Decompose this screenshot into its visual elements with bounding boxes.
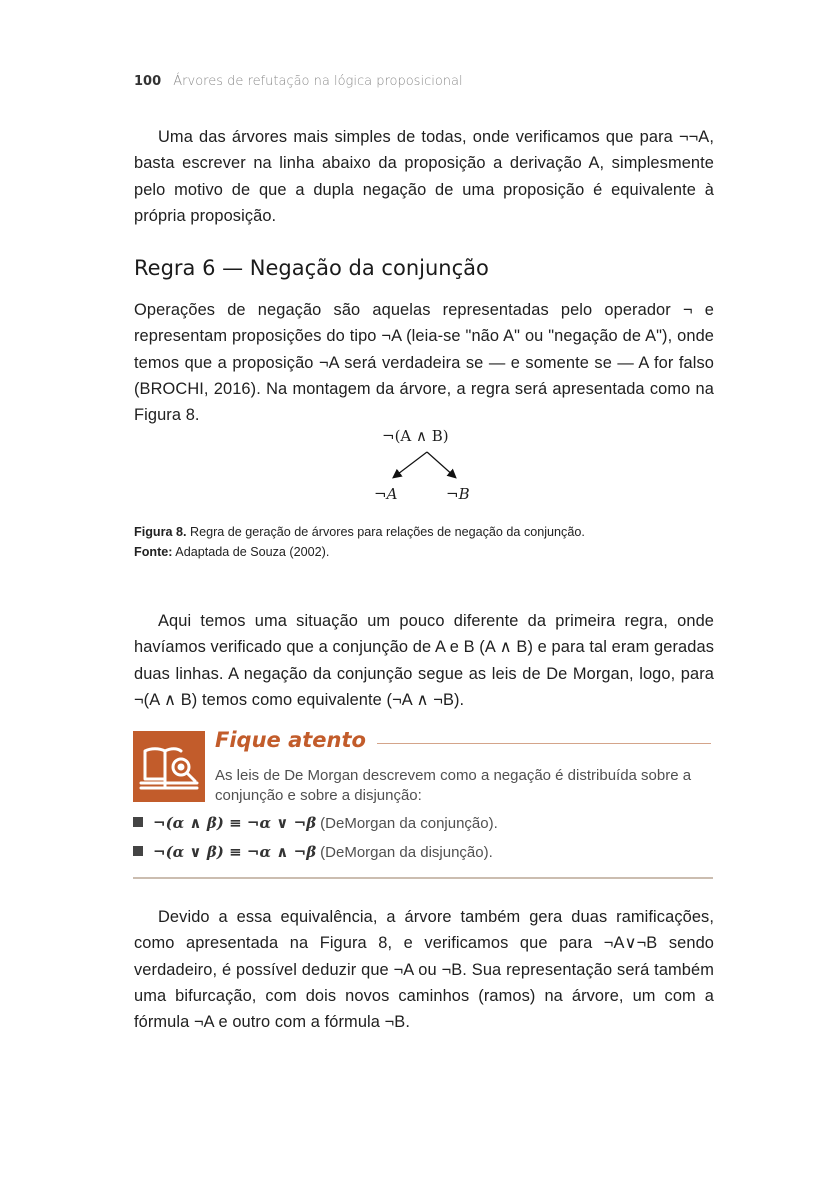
page-header [134, 74, 463, 89]
tree-right-node: ¬B [446, 485, 470, 503]
formula-note: (DeMorgan da disjunção). [320, 844, 493, 861]
caption-text: Regra de geração de árvores para relações de negação da conjunção. [186, 525, 585, 539]
paragraph-intro: Uma das árvores mais simples de todas, onde verificamos que para ¬¬A, basta escrever na linha abaixo da proposição a derivação A, simplesmente pelo motivo de que a dupla negação de uma proposição é equivalente à própria proposição. [134, 128, 714, 225]
figure-tree-diagram [360, 425, 500, 510]
paragraph-negation: Operações de negação são aquelas representadas pelo operador ¬ e representam proposições do tipo ¬A (leia-se "não A" ou "negação de A"), onde temos que a proposição ¬A será verdadeira se — e somente se — A for falso (BROCHI, 2016). Na montagem da árvore, a regra será apresentada como na Figura 8. [134, 301, 714, 425]
callout-bottom-rule [133, 877, 713, 879]
source-text: Adaptada de Souza (2002). [172, 545, 330, 559]
book-magnifier-icon [133, 731, 205, 802]
caption-label: Figura 8. [134, 525, 187, 539]
tree-left-node: ¬A [374, 485, 398, 503]
paragraph-de-morgan: Aqui temos uma situação um pouco diferente da primeira regra, onde havíamos verificado que a conjunção de A e B (A ∧ B) e para tal eram geradas duas linhas. A negação da conjunção segue as leis de De Morgan, logo, para ¬(A ∧ B) temos como equivalente (¬A ∧ ¬B). [134, 612, 714, 709]
bullet-square-icon [133, 817, 143, 827]
callout-list-item [133, 843, 493, 861]
formula: ¬(α ∨ β) ≡ ¬α ∧ ¬β [153, 843, 317, 861]
source-label: Fonte: [134, 545, 173, 559]
running-title: Árvores de refutação na lógica proposicional [173, 74, 463, 89]
callout-title: Fique atento [215, 728, 366, 752]
callout-title-rule [377, 743, 711, 744]
callout-text: As leis de De Morgan descrevem como a negação é distribuída sobre a conjunção e sobre a disjunção: [215, 767, 692, 804]
formula: ¬(α ∧ β) ≡ ¬α ∨ ¬β [153, 814, 317, 832]
bullet-square-icon [133, 846, 143, 856]
page-number: 100 [134, 74, 162, 89]
formula-note: (DeMorgan da conjunção). [320, 815, 498, 832]
paragraph-equivalence: Devido a essa equivalência, a árvore também gera duas ramificações, como apresentada na Figura 8, e verificamos que para ¬A∨¬B sendo verdadeiro, é possível deduzir que ¬A ou ¬B. Sua representação será também uma bifurcação, com dois novos caminhos (ramos) na árvore, um com a fórmula ¬A e outro com a fórmula ¬B. [134, 908, 714, 1032]
section-heading: Regra 6 — Negação da conjunção [134, 256, 489, 280]
callout-list-item [133, 814, 498, 832]
tree-root-node: ¬(A ∧ B) [382, 427, 449, 445]
figure-caption [134, 522, 585, 562]
